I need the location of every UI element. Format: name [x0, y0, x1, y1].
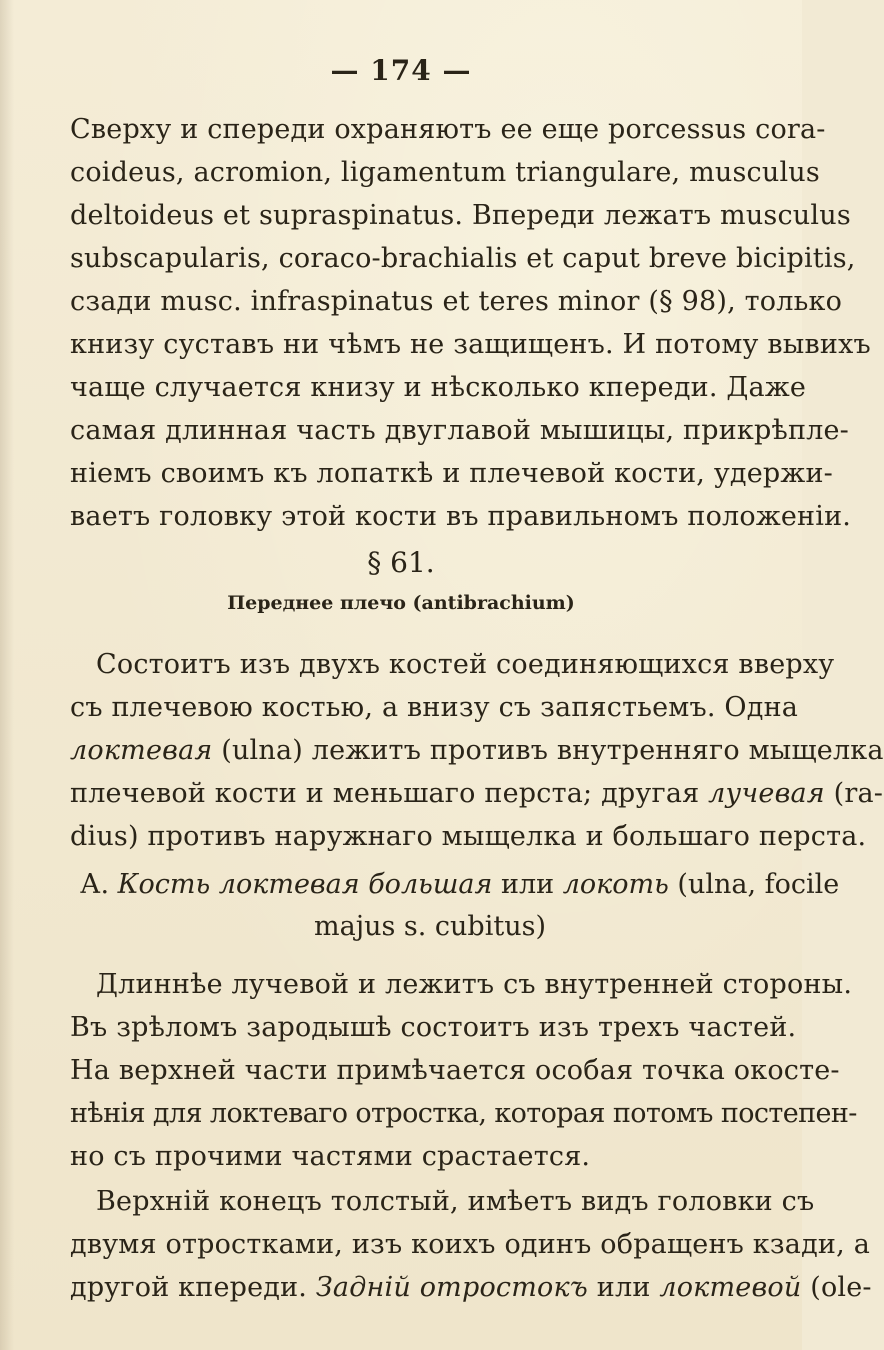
text-run: (ole-	[801, 1272, 872, 1303]
text-line: deltoideus et supraspinatus. Впереди лежатъ musculus	[70, 200, 851, 231]
text-run: другой кпереди.	[70, 1272, 316, 1303]
text-line: двумя отростками, изъ коихъ одинъ обращенъ кзади, а	[70, 1229, 870, 1260]
text-line: съ плечевою костью, а внизу съ запястьемъ. Одна	[70, 692, 799, 723]
text-line: Верхнiй конецъ толстый, имѣетъ видъ головки съ	[96, 1186, 815, 1217]
text-line: Въ зрѣломъ зародышѣ состоитъ изъ трехъ частей.	[70, 1012, 797, 1043]
text-line: нiемъ своимъ къ лопаткѣ и плечевой кости, удержи-	[70, 458, 833, 489]
italic-term: локоть	[562, 869, 669, 900]
italic-term: локтевой	[659, 1272, 802, 1303]
subsection-marker: А.	[80, 869, 110, 900]
italic-term: локтевая	[70, 735, 213, 766]
text-run: (ra-	[824, 778, 884, 809]
italic-term: Заднiй отростокъ	[315, 1272, 588, 1303]
text-line: На верхней части примѣчается особая точка окосте-	[70, 1055, 840, 1086]
text-line: Состоитъ изъ двухъ костей соединяющихся вверху	[96, 649, 835, 680]
text-line: самая длинная часть двуглавой мышицы, прикрѣпле-	[70, 415, 850, 446]
paragraph-1	[70, 108, 871, 538]
paragraph-2	[70, 643, 884, 858]
subsection-heading	[80, 864, 840, 948]
text-line: coideus, acromion, ligamentum triangulare, musculus	[70, 157, 820, 188]
text-line	[70, 1266, 872, 1309]
text-line	[70, 772, 884, 815]
section-title: Переднее плечо (antibrachium)	[227, 592, 575, 614]
text-run: (ulna, focile	[668, 869, 840, 900]
italic-term: лучевая	[708, 778, 825, 809]
text-run: или	[588, 1272, 660, 1303]
text-line: чаще случается книзу и нѣсколько кпереди. Даже	[70, 372, 807, 403]
page-edge-shadow	[0, 0, 14, 1350]
text-line: Сверху и спереди охраняютъ ее еще porcessus cora-	[70, 114, 826, 145]
paragraph-4	[70, 1180, 872, 1309]
text-line: Длиннѣе лучевой и лежитъ съ внутренней стороны.	[96, 969, 853, 1000]
text-line: книзу суставъ ни чѣмъ не защищенъ. И потому вывихъ	[70, 329, 871, 360]
page-number: — 174 —	[330, 54, 472, 87]
text-run: или	[492, 869, 563, 900]
text-line: но съ прочими частями срастается.	[70, 1141, 591, 1172]
text-line: ваетъ головку этой кости въ правильномъ положенiи.	[70, 501, 852, 532]
text-line: сзади musc. infraspinatus et teres minor (§ 98), только	[70, 286, 843, 317]
text-line: dius) противъ наружнаго мыщелка и большаго перста.	[70, 821, 867, 852]
text-run: (ulna) лежитъ противъ внутренняго мыщелка	[212, 735, 884, 766]
text-line: нѣнiя для локтеваго отростка, которая потомъ постепен-	[70, 1098, 857, 1129]
subsection-heading-line-1	[80, 864, 840, 906]
text-line	[70, 729, 884, 772]
italic-term: Кость локтевая большая	[117, 869, 493, 900]
text-line: subscapularis, coraco-brachialis et caput breve bicipitis,	[70, 243, 856, 274]
subsection-heading-line-2: majus s. cubitus)	[314, 911, 546, 942]
section-number: § 61.	[367, 546, 435, 579]
paragraph-3	[70, 963, 857, 1178]
text-run: плечевой кости и меньшаго перста; другая	[70, 778, 709, 809]
